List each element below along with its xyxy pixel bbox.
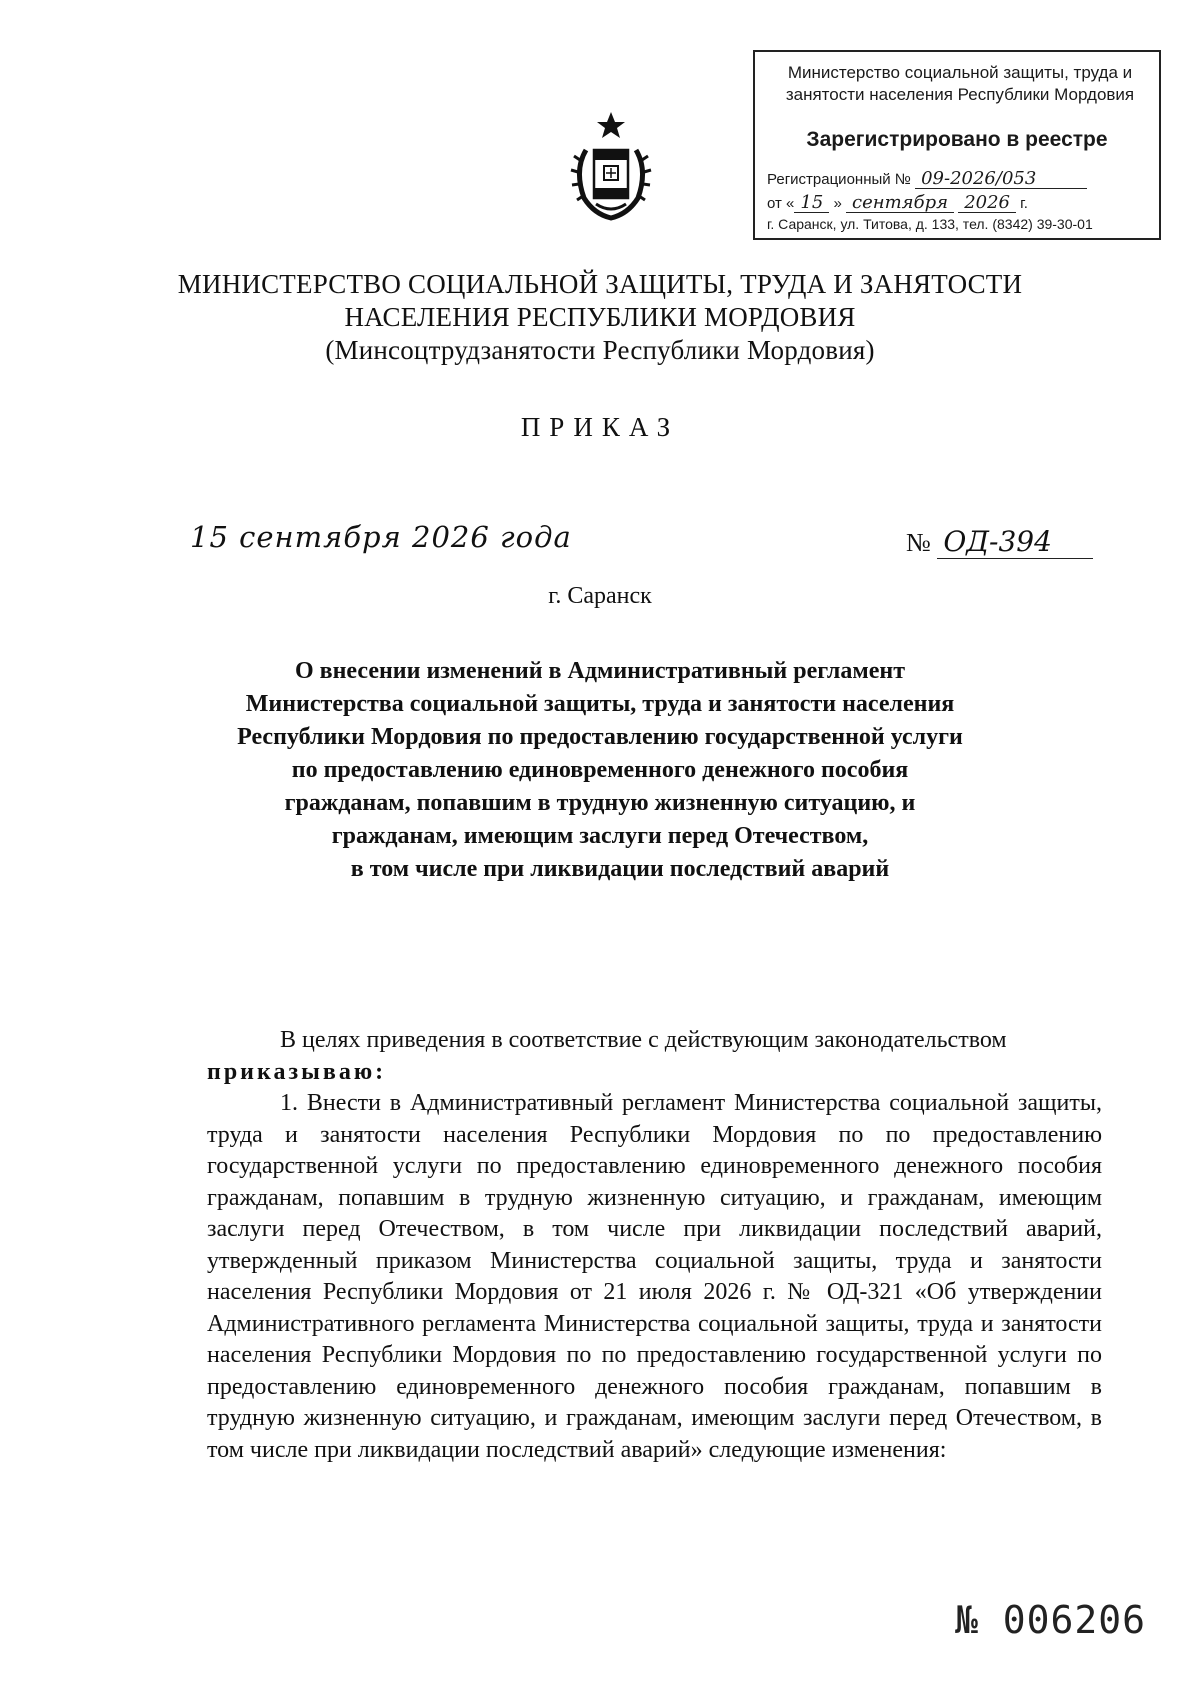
subject-line: Министерства социальной защиты, труда и занятости населения bbox=[245, 691, 955, 717]
stamp-registration-number-line bbox=[767, 170, 1087, 189]
ministry-short-name: (Минсоцтрудзанятости Республики Мордовия) bbox=[325, 335, 875, 365]
order-number-label: № bbox=[906, 528, 931, 557]
stamp-reg-number: 09-2026/053 bbox=[915, 170, 1087, 189]
stamp-month: сентября bbox=[846, 194, 954, 213]
order-number-value: ОД-394 bbox=[937, 525, 1093, 559]
stamp-year: 2026 bbox=[958, 194, 1016, 213]
stamp-address: г. Саранск, ул. Титова, д. 133, тел. (8342) 39-30-01 bbox=[767, 216, 1093, 232]
stamp-reg-label: Регистрационный № bbox=[767, 171, 911, 188]
subject-line: в том числе при ликвидации последствий аварий bbox=[350, 856, 890, 882]
stamp-quote-close: » bbox=[833, 195, 842, 212]
stamp-registered-label: Зарегистрировано в реестре bbox=[806, 128, 1108, 151]
serial-number: № 006206 bbox=[955, 1598, 1147, 1642]
subject-line: О внесении изменений в Административный регламент bbox=[294, 658, 906, 684]
subject-line: гражданам, попавшим в трудную жизненную ситуацию, и bbox=[284, 790, 916, 816]
subject-line: гражданам, имеющим заслуги перед Отечеством, bbox=[331, 823, 869, 849]
stamp-organization: Министерство социальной защиты, труда и занятости населения Республики Мордовия bbox=[785, 63, 1135, 104]
body-item-1: 1. Внести в Административный регламент Министерства социальной защиты, труда и занятости населения Республики Мордовия по по предоставлению государственной услуги по предоставлению единовременного денежного пособия гражданам, попавшим в трудную жизненную ситуацию, и гражданам, имеющим заслуги перед Отечеством, в том числе при ликвидации последствий аварий, утвержденный приказом Министерства социальной защиты, труда и занятости населения Республики Мордовия от 21 июля 2026 г. № ОД-321 «Об утверждении Административного регламента Министерства социальной защиты, труда и занятости населения Республики Мордовия по по предоставлению государственной услуги по предоставлению единовременного денежного пособия гражданам, попавшим в трудную жизненную ситуацию, и гражданам, имеющим заслуги перед Отечеством, в том числе при ликвидации последствий аварий» следующие изменения: bbox=[207, 1090, 1102, 1463]
order-word: приказываю: bbox=[207, 1058, 387, 1085]
order-body bbox=[207, 1025, 1102, 1466]
order-title: ПРИКАЗ bbox=[520, 412, 680, 442]
stamp-date-line bbox=[767, 194, 1028, 213]
subject-line: Республики Мордовия по предоставлению государственной услуги bbox=[237, 724, 963, 750]
stamp-year-suffix: г. bbox=[1020, 195, 1028, 212]
body-intro: В целях приведения в соответствие с действующим законодательством bbox=[280, 1027, 1007, 1053]
stamp-from-label: от « bbox=[767, 195, 795, 212]
subject-line: по предоставлению единовременного денежного пособия bbox=[291, 757, 909, 783]
body-order-word bbox=[207, 1057, 1102, 1089]
order-number bbox=[906, 525, 1093, 559]
ministry-line-2: НАСЕЛЕНИЯ РЕСПУБЛИКИ МОРДОВИЯ bbox=[344, 302, 856, 332]
order-city: г. Саранск bbox=[548, 583, 652, 609]
ministry-heading bbox=[140, 268, 1060, 367]
ministry-line-1: МИНИСТЕРСТВО СОЦИАЛЬНОЙ ЗАЩИТЫ, ТРУДА И ЗАНЯТОСТИ bbox=[177, 269, 1023, 299]
registration-stamp bbox=[753, 50, 1161, 240]
coat-of-arms-emblem bbox=[566, 110, 656, 225]
order-date: 15 сентября 2026 года bbox=[190, 520, 572, 554]
order-subject bbox=[200, 655, 1000, 886]
stamp-day: 15 bbox=[794, 194, 829, 213]
